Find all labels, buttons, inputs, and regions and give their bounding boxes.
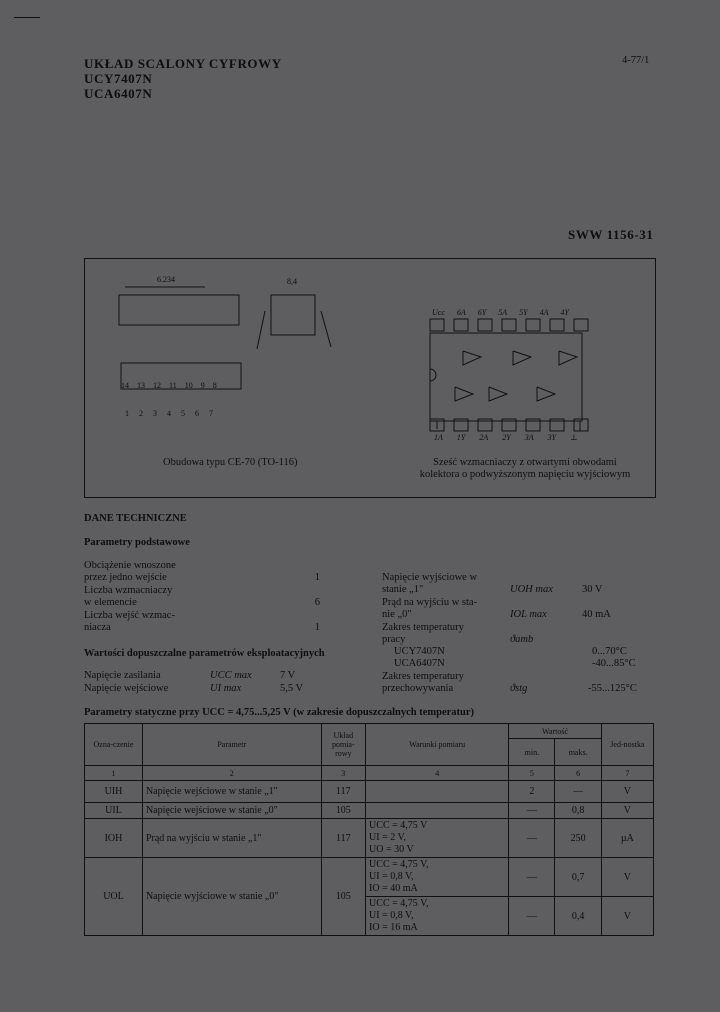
table-header: min. maks. — [85, 739, 654, 766]
page-ref: 4-77/1 — [622, 55, 650, 66]
static-params-table — [84, 723, 654, 936]
table-row: UIH Napięcie wejściowe w stanie „1" 117 2 — V — [85, 781, 654, 803]
table-row: UOL Napięcie wyjściowe w stanie „0" 105 UCC = 4,75 V, UI = 0,8 V, IO = 40 mA — 0,7 V — [85, 858, 654, 897]
logic-top-labels: Ucc 6A 6Y 5A 5Y 4A 4Y — [432, 308, 569, 317]
list-item: Napięcie wejściowe UI max 5,5 V — [84, 683, 304, 694]
basic-left-list — [84, 560, 320, 635]
pin-boxes — [430, 319, 588, 431]
part-number-2: UCA6407N — [84, 86, 153, 101]
table-header: Ozna-czenie Parametr Układ pomia-rowy Warunki pomiaru Wartość Jed-nostka — [85, 724, 654, 739]
dim-width: 6.234 — [157, 275, 175, 284]
limits-list — [84, 670, 324, 696]
bottom-pin-numbers: 1 2 3 4 5 6 7 — [125, 409, 213, 418]
logic-bottom-labels: 1A 1Y 2A 2Y 3A 3Y ⊥ — [434, 433, 578, 442]
basic-right-list — [382, 572, 652, 696]
list-item: UCY7407N 0...70°C — [394, 646, 627, 657]
list-item: Napięcie wyjściowe w stanie „1" UOH max 30 V — [382, 572, 603, 595]
list-item: Napięcie zasilania UCC max 7 V — [84, 670, 296, 681]
list-item: Zakres temperatury przechowywania ϑstg -55...125°C — [382, 671, 637, 694]
list-item: Liczba wejść wzmac- niacza 1 — [84, 610, 320, 633]
corner-mark — [14, 17, 40, 18]
package-caption: Obudowa typu CE-70 (TO-116) — [163, 457, 298, 468]
limits-heading: Wartości dopuszczalne parametrów eksploatacyjnych — [84, 648, 325, 659]
list-item: Liczba wzmacniaczy w elemencie 6 — [84, 585, 320, 608]
part-number-1: UCY7407N — [84, 71, 153, 86]
basic-params-heading: Parametry podstawowe — [84, 537, 190, 548]
list-item: UCA6407N -40...85°C — [394, 658, 636, 669]
circuit-caption: Sześć wzmacniaczy z otwartymi obwodami kolektora o podwyższonym napięciu wyjściowym — [419, 457, 631, 480]
table-row: 1 2 3 4 5 6 7 — [85, 766, 654, 781]
table-row: IOH Prąd na wyjściu w stanie „1" 117 UCC = 4,75 V UI = 2 V, UO = 30 V — 250 µA — [85, 819, 654, 858]
top-pin-numbers: 14 13 12 11 10 9 8 — [121, 381, 217, 390]
table-row: UCC = 4,75 V, UI = 0,8 V, IO = 16 mA — 0,4 V — [85, 897, 654, 936]
figure-box — [84, 258, 656, 498]
tech-heading: DANE TECHNICZNE — [84, 513, 187, 524]
table-row: UIL Napięcie wejściowe w stanie „0" 105 — 0,8 V — [85, 803, 654, 819]
dim-side: 8,4 — [287, 277, 297, 286]
static-params-heading: Parametry statyczne przy UCC = 4,75...5,25 V (w zakresie dopuszczalnych temperatur) — [84, 707, 475, 718]
standard-number: SWW 1156-31 — [568, 227, 654, 242]
list-item: Zakres temperatury pracy ϑamb — [382, 622, 534, 645]
list-item: Prąd na wyjściu w sta- nie „0" IOL max 40 mA — [382, 597, 611, 620]
doc-title: UKŁAD SCALONY CYFROWY — [84, 56, 282, 71]
list-item: Obciążenie wnoszone przez jedno wejście 1 — [84, 560, 320, 583]
